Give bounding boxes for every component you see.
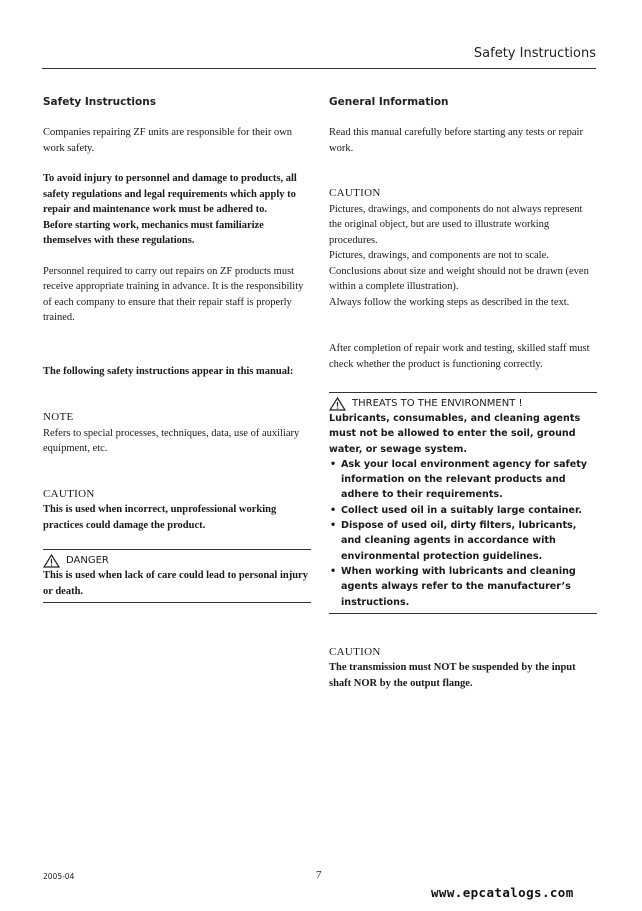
page-title: Safety Instructions — [473, 46, 596, 61]
familiarize-paragraph: Before starting work, mechanics must familiarize themselves with these regulations. — [43, 219, 264, 246]
list-item: • When working with lubricants and cleaning agents always refer to the manufacturer’s instructions. — [329, 564, 597, 610]
danger-text: This is used when lack of care could lead to personal injury or death. — [43, 570, 308, 597]
note-block — [43, 410, 311, 457]
note-text: Refers to special processes, techniques, data, use of auxiliary equipment, etc. — [43, 427, 300, 454]
environment-box — [329, 392, 597, 614]
footer-date: 2005-04 — [43, 872, 75, 881]
read-manual-paragraph: Read this manual carefully before starting any tests or repair work. — [329, 127, 583, 154]
training-paragraph: Personnel required to carry out repairs on ZF products must receive appropriate training in advance. It is the responsibility of each company to ensure that their repair staff is properly trained. — [43, 265, 304, 323]
caution-text: This is used when incorrect, unprofessional working practices could damage the product. — [43, 504, 277, 531]
header-rule — [42, 68, 596, 69]
caution-suspension-text: The transmission must NOT be suspended by the input shaft NOR by the output flange. — [329, 662, 576, 689]
caution-label: CAUTION — [43, 487, 95, 500]
left-heading: Safety Instructions — [43, 96, 156, 108]
caution-suspension-block — [329, 645, 597, 692]
regulations-paragraph: To avoid injury to personnel and damage to products, all safety regulations and legal requirements which apply to repair and maintenance work must be adhered to. — [43, 173, 297, 215]
danger-title — [43, 553, 311, 568]
danger-box — [43, 549, 311, 603]
environment-title — [329, 396, 597, 411]
environment-label: THREATS TO THE ENVIRONMENT ! — [352, 398, 523, 409]
danger-label: DANGER — [66, 555, 109, 566]
caution-illustrations-text-3: Always follow the working steps as described in the text. — [329, 296, 570, 308]
caution-illustrations-text-2: Pictures, drawings, and components are not to scale. Conclusions about size and weight should not be drawn (even within a complete illustration). — [329, 250, 589, 292]
note-label: NOTE — [43, 411, 74, 423]
right-heading: General Information — [329, 96, 449, 108]
caution-suspension-label: CAUTION — [329, 645, 381, 658]
left-column — [43, 95, 311, 603]
page-number: 7 — [316, 869, 322, 881]
list-item: • Dispose of used oil, dirty filters, lubricants, and cleaning agents in accordance with environmental protection guidelines. — [329, 518, 597, 564]
after-repair-paragraph: After completion of repair work and testing, skilled staff must check whether the product is functioning correctly. — [329, 343, 590, 370]
environment-list — [329, 457, 597, 610]
warning-triangle-icon — [329, 397, 346, 411]
warning-triangle-icon — [43, 554, 60, 568]
list-item: • Collect used oil in a suitably large container. — [329, 503, 597, 518]
work-safety-paragraph: Companies repairing ZF units are responsible for their own work safety. — [43, 127, 293, 154]
caution-illustrations-label: CAUTION — [329, 187, 381, 199]
environment-text: Lubricants, consumables, and cleaning agents must not be allowed to enter the soil, ground water, or sewage system. — [329, 413, 581, 455]
instructions-intro-paragraph: The following safety instructions appear in this manual: — [43, 365, 294, 377]
caution-illustrations-block — [329, 186, 597, 310]
list-item: • Ask your local environment agency for safety information on the relevant products and adhere to their requirements. — [329, 457, 597, 503]
caution-illustrations-text-1: Pictures, drawings, and components do not always represent the original object, but are used to illustrate working procedures. — [329, 203, 583, 246]
caution-block — [43, 487, 311, 534]
watermark: www.epcatalogs.com — [431, 885, 574, 900]
right-column — [329, 95, 597, 691]
